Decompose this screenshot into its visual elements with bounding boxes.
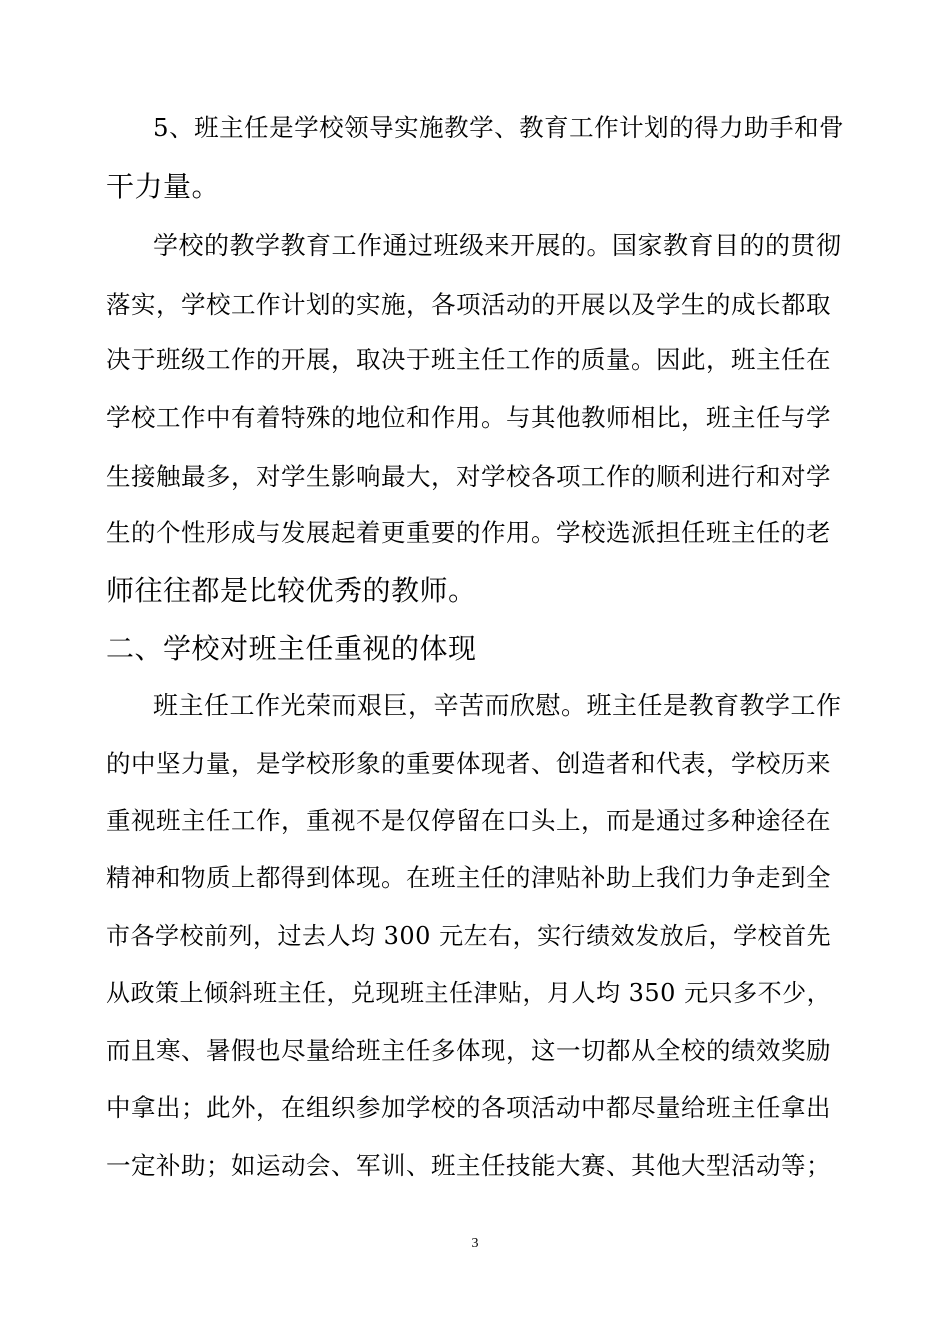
section-heading: 二、学校对班主任重视的体现 <box>106 632 477 665</box>
paragraph-line: 市各学校前列，过去人均 300 元左右，实行绩效发放后，学校首先 <box>106 922 832 950</box>
page-number: 3 <box>471 1236 479 1251</box>
paragraph-line: 的中坚力量，是学校形象的重要体现者、创造者和代表，学校历来 <box>106 749 831 778</box>
paragraph-line: 决于班级工作的开展，取决于班主任工作的质量。因此，班主任在 <box>106 345 831 374</box>
paragraph-line: 精神和物质上都得到体现。在班主任的津贴补助上我们力争走到全 <box>106 863 831 892</box>
paragraph-line: 干力量。 <box>106 170 221 203</box>
paragraph-line: 5、班主任是学校领导实施教学、教育工作计划的得力助手和骨 <box>153 113 845 142</box>
paragraph-line: 而且寒、暑假也尽量给班主任多体现，这一切都从全校的绩效奖励 <box>106 1036 831 1065</box>
paragraph-line: 中拿出；此外，在组织参加学校的各项活动中都尽量给班主任拿出 <box>106 1093 831 1122</box>
paragraph-line: 生的个性形成与发展起着更重要的作用。学校选派担任班主任的老 <box>106 518 831 547</box>
paragraph-line: 生接触最多，对学生影响最大，对学校各项工作的顺利进行和对学 <box>106 462 831 491</box>
paragraph-line: 学校工作中有着特殊的地位和作用。与其他教师相比，班主任与学 <box>106 403 831 432</box>
paragraph-line: 落实，学校工作计划的实施，各项活动的开展以及学生的成长都取 <box>106 290 831 319</box>
paragraph-line: 重视班主任工作，重视不是仅停留在口头上，而是通过多种途径在 <box>106 806 831 835</box>
paragraph-line: 一定补助；如运动会、军训、班主任技能大赛、其他大型活动等； <box>106 1151 831 1180</box>
paragraph-line: 从政策上倾斜班主任，兑现班主任津贴，月人均 350 元只多不少， <box>106 979 832 1007</box>
paragraph-line: 班主任工作光荣而艰巨，辛苦而欣慰。班主任是教育教学工作 <box>153 691 842 720</box>
paragraph-line: 师往往都是比较优秀的教师。 <box>106 574 477 607</box>
paragraph-line: 学校的教学教育工作通过班级来开展的。国家教育目的的贯彻 <box>153 231 842 260</box>
